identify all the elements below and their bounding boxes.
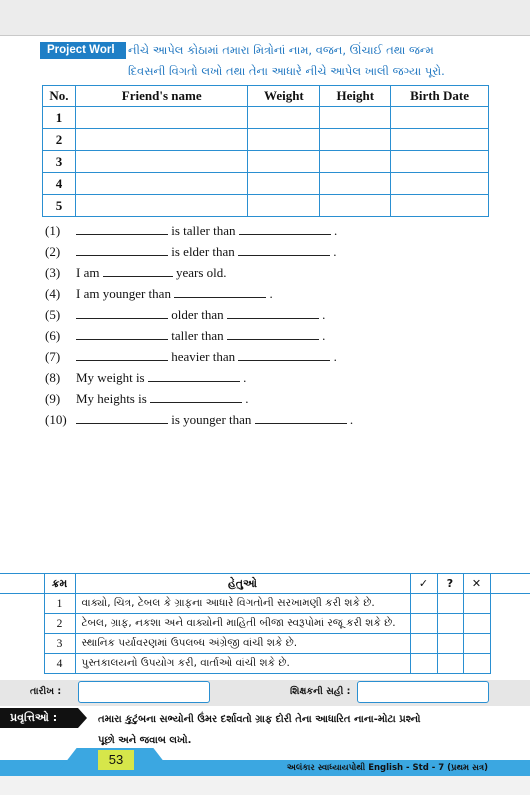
question-end: . bbox=[334, 223, 338, 238]
question-cell[interactable] bbox=[437, 634, 463, 654]
height-cell[interactable] bbox=[320, 107, 391, 129]
answer-blank[interactable] bbox=[238, 244, 330, 256]
birth-date-cell[interactable] bbox=[391, 129, 489, 151]
answer-blank[interactable] bbox=[255, 412, 347, 424]
answer-blank[interactable] bbox=[239, 223, 331, 235]
friend-name-cell[interactable] bbox=[75, 129, 248, 151]
height-cell[interactable] bbox=[320, 129, 391, 151]
question-number: (8) bbox=[45, 370, 61, 385]
height-cell[interactable] bbox=[320, 151, 391, 173]
bottom-margin-strip bbox=[0, 776, 530, 795]
table-row bbox=[0, 614, 530, 634]
friend-name-cell[interactable] bbox=[75, 173, 248, 195]
answer-blank[interactable] bbox=[76, 349, 168, 361]
objective-number: 4 bbox=[44, 654, 75, 674]
project-work-badge: Project Work bbox=[40, 42, 126, 59]
table-row bbox=[43, 151, 489, 173]
answer-blank[interactable] bbox=[76, 307, 168, 319]
weight-cell[interactable] bbox=[248, 173, 320, 195]
table-row bbox=[0, 634, 530, 654]
activity-arrow-icon bbox=[78, 708, 87, 728]
question-number: (9) bbox=[45, 391, 61, 406]
question-number: (6) bbox=[45, 328, 61, 343]
question-end: . bbox=[349, 412, 354, 427]
height-cell[interactable] bbox=[320, 173, 391, 195]
question-text: heavier than bbox=[171, 349, 236, 364]
table-row bbox=[0, 654, 530, 674]
question-number: (4) bbox=[45, 286, 61, 301]
question-number: (5) bbox=[45, 307, 61, 322]
row-number: 3 bbox=[43, 151, 76, 173]
question-cell[interactable] bbox=[437, 654, 463, 674]
activity-line-1: તમારા કુટુંબના સભ્યોની ઉંમર દર્શાવતો ગ્રાફ દોરી તેના આધારિત નાના-મોટા પ્રશ્નો bbox=[98, 714, 421, 725]
answer-blank[interactable] bbox=[76, 328, 168, 340]
tick-cell[interactable] bbox=[410, 614, 437, 634]
friends-table bbox=[42, 85, 489, 217]
question-text: is taller than bbox=[171, 223, 236, 238]
answer-blank[interactable] bbox=[227, 307, 319, 319]
tick-cell[interactable] bbox=[410, 594, 437, 614]
height-cell[interactable] bbox=[320, 195, 391, 217]
answer-blank[interactable] bbox=[150, 391, 242, 403]
question-end: . bbox=[245, 391, 249, 406]
cross-icon: ✕ bbox=[463, 574, 490, 594]
friend-name-cell[interactable] bbox=[75, 107, 248, 129]
objective-text: ટેબલ, ગ્રાફ, નકશા અને વાક્યોની માહિતી બીજા સ્વરૂપોમાં રજૂ કરી શકે છે. bbox=[75, 614, 410, 634]
objective-number: 3 bbox=[44, 634, 75, 654]
question-number: (2) bbox=[45, 244, 61, 259]
question-text: is elder than bbox=[171, 244, 235, 259]
friends-table-header bbox=[43, 86, 489, 107]
answer-blank[interactable] bbox=[76, 223, 168, 235]
question-text: taller than bbox=[171, 328, 224, 343]
question-end: . bbox=[243, 370, 247, 385]
table-row bbox=[43, 107, 489, 129]
project-work-instructions bbox=[128, 40, 523, 82]
objectives-header bbox=[0, 574, 530, 594]
cross-cell[interactable] bbox=[463, 654, 490, 674]
table-row bbox=[0, 594, 530, 614]
question-prefix: I am younger than bbox=[76, 286, 171, 301]
answer-blank[interactable] bbox=[103, 265, 173, 277]
objective-text: પુસ્તકાલયનો ઉપયોગ કરી, વાર્તાઓ વાંચી શકે છે. bbox=[75, 654, 410, 674]
friend-name-cell[interactable] bbox=[75, 151, 248, 173]
header-height: Height bbox=[320, 86, 391, 107]
question-mark-icon: ? bbox=[437, 574, 463, 594]
row-number: 2 bbox=[43, 129, 76, 151]
header-no: No. bbox=[43, 86, 76, 107]
objective-number: 2 bbox=[44, 614, 75, 634]
answer-blank[interactable] bbox=[76, 412, 168, 424]
weight-cell[interactable] bbox=[248, 129, 320, 151]
cross-cell[interactable] bbox=[463, 634, 490, 654]
header-friend-name: Friend's name bbox=[75, 86, 248, 107]
table-row bbox=[43, 129, 489, 151]
cross-cell[interactable] bbox=[463, 614, 490, 634]
weight-cell[interactable] bbox=[248, 107, 320, 129]
header-objectives: હેતુઓ bbox=[75, 574, 410, 594]
objective-number: 1 bbox=[44, 594, 75, 614]
weight-cell[interactable] bbox=[248, 151, 320, 173]
birth-date-cell[interactable] bbox=[391, 151, 489, 173]
project-work-arrow-icon bbox=[114, 42, 122, 58]
objective-text: સ્થાનિક પર્યાવરણમાં ઉપલબ્ધ અંગ્રેજી વાંચી શકે છે. bbox=[75, 634, 410, 654]
question-prefix: I am bbox=[76, 265, 100, 280]
book-title: અલંકાર સ્વાધ્યાયપોથી English - Std - 7 (પ્રથમ સત્ર) bbox=[286, 763, 488, 773]
header-serial: ક્રમ bbox=[44, 574, 75, 594]
question-text: years old. bbox=[175, 265, 227, 280]
answer-blank[interactable] bbox=[238, 349, 330, 361]
question-end: . bbox=[269, 286, 273, 301]
cross-cell[interactable] bbox=[463, 594, 490, 614]
instruction-line-2: દિવસની વિગતો લખો તથા તેના આધારે નીચે આપેલ ખાલી જગ્યા પૂરો. bbox=[128, 64, 445, 78]
objectives-table bbox=[0, 573, 530, 674]
question-cell[interactable] bbox=[437, 594, 463, 614]
answer-blank[interactable] bbox=[148, 370, 240, 382]
birth-date-cell[interactable] bbox=[391, 173, 489, 195]
activity-line-2: પૂછો અને જવાબ લખો. bbox=[98, 735, 192, 746]
row-number: 4 bbox=[43, 173, 76, 195]
birth-date-cell[interactable] bbox=[391, 107, 489, 129]
date-field[interactable] bbox=[78, 681, 210, 703]
row-number: 1 bbox=[43, 107, 76, 129]
teacher-signature-label: શિક્ષકની સહી : bbox=[290, 686, 351, 697]
question-prefix: My weight is bbox=[76, 370, 145, 385]
tick-cell[interactable] bbox=[410, 654, 437, 674]
question-end: . bbox=[333, 349, 337, 364]
header-birth-date: Birth Date bbox=[391, 86, 489, 107]
question-text: is younger than bbox=[171, 412, 252, 427]
question-end: . bbox=[322, 328, 326, 343]
tick-cell[interactable] bbox=[410, 634, 437, 654]
question-number: (1) bbox=[45, 223, 61, 238]
answer-blank[interactable] bbox=[227, 328, 319, 340]
birth-date-cell[interactable] bbox=[391, 195, 489, 217]
row-number: 5 bbox=[43, 195, 76, 217]
activity-badge: પ્રવૃત્તિઓ : bbox=[0, 708, 78, 728]
page-number: 53 bbox=[98, 750, 134, 770]
date-label: તારીખ : bbox=[30, 686, 62, 697]
question-end: . bbox=[322, 307, 326, 322]
question-number: (3) bbox=[45, 265, 61, 280]
question-number: (7) bbox=[45, 349, 61, 364]
answer-blank[interactable] bbox=[174, 286, 266, 298]
question-text: older than bbox=[171, 307, 224, 322]
answer-blank[interactable] bbox=[76, 244, 168, 256]
question-number: (10) bbox=[45, 412, 67, 427]
header-weight: Weight bbox=[248, 86, 320, 107]
tick-icon: ✓ bbox=[410, 574, 437, 594]
teacher-signature-field[interactable] bbox=[357, 681, 489, 703]
objective-text: વાક્યો, ચિત્ર, ટેબલ કે ગ્રાફના આધારે વિગતોની સરખામણી કરી શકે છે. bbox=[75, 594, 410, 614]
friend-name-cell[interactable] bbox=[75, 195, 248, 217]
table-row bbox=[43, 195, 489, 217]
activity-instructions bbox=[98, 709, 518, 751]
weight-cell[interactable] bbox=[248, 195, 320, 217]
question-prefix: My heights is bbox=[76, 391, 147, 406]
question-cell[interactable] bbox=[437, 614, 463, 634]
instruction-line-1: નીચે આપેલ કોઠામાં તમારા મિત્રોનાં નામ, વજન, ઊંચાઈ તથા જન્મ bbox=[128, 43, 434, 57]
table-row bbox=[43, 173, 489, 195]
question-end: . bbox=[333, 244, 337, 259]
top-margin-strip bbox=[0, 0, 530, 36]
